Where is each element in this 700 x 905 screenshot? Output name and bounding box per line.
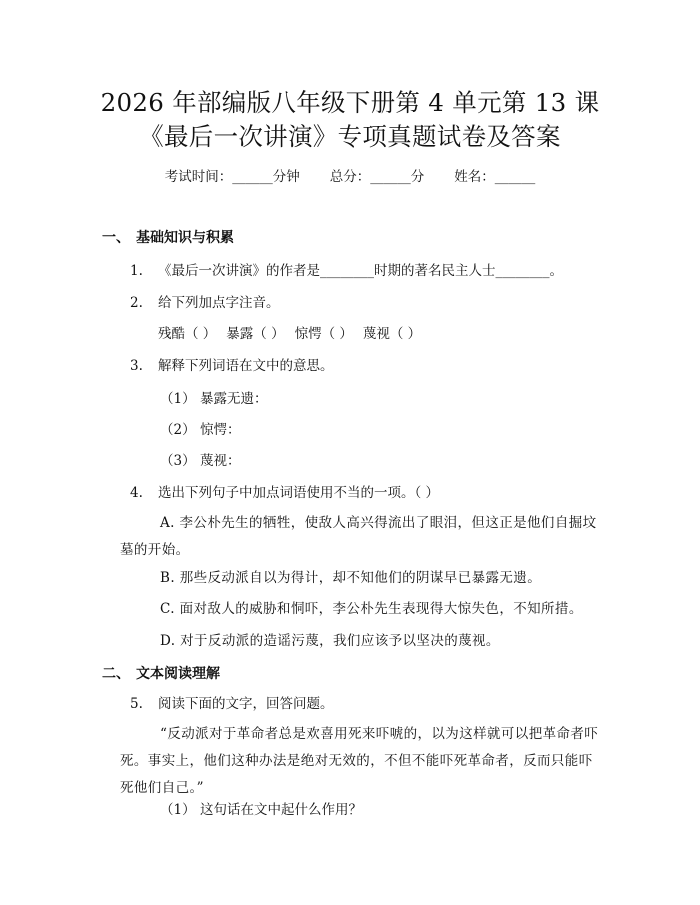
section-title: 文本阅读理解 — [136, 666, 220, 682]
question-3 — [130, 357, 334, 375]
sub-question — [160, 390, 268, 408]
total-score-field: 总分：______分 — [329, 169, 425, 185]
sub-question — [160, 421, 241, 439]
question-number: 2. — [130, 295, 143, 311]
question-number: 1. — [130, 263, 143, 279]
question-4 — [130, 484, 439, 502]
pinyin-item: 暴露（ ） — [226, 326, 285, 342]
section-number: 一、 — [102, 230, 130, 246]
question-number: 3. — [130, 358, 143, 374]
option-a: A. 李公朴先生的牺牲，使敌人高兴得流出了眼泪，但这正是他们自掘坟墓的开始。 — [120, 515, 597, 558]
section-heading-basics — [102, 229, 234, 247]
question-number: 5. — [130, 696, 143, 712]
sub-question-text: 蔑视： — [200, 453, 241, 469]
question-text: 《最后一次讲演》的作者是________时期的著名民主人士________。 — [158, 263, 563, 279]
option-b: B. 那些反动派自以为得计，却不知他们的阴谋早已暴露无遗。 — [160, 570, 542, 586]
question-1 — [130, 262, 563, 280]
reading-passage: “反动派对于革命者总是欢喜用死来吓唬的，以为这样就可以把革命者吓死。事实上，他们这种办法是绝对无效的，不但不能吓死革命者，反而只能吓死他们自己。” — [120, 726, 599, 796]
question-2 — [130, 294, 280, 312]
exam-time-field: 考试时间：______分钟 — [164, 169, 300, 185]
question-number: 4. — [130, 485, 143, 501]
sub-question-text: 暴露无遗： — [200, 391, 268, 407]
pinyin-items — [158, 325, 431, 343]
sub-question — [160, 801, 362, 819]
section-heading-reading — [102, 665, 220, 683]
page-title-line-1: 2026 年部编版八年级下册第 4 单元第 13 课 — [100, 88, 600, 117]
question-text: 给下列加点字注音。 — [158, 295, 280, 311]
sub-question-number: （2） — [160, 422, 196, 438]
sub-question-number: （1） — [160, 802, 196, 818]
question-text: 选出下列句子中加点词语使用不当的一项。（ ） — [158, 485, 440, 501]
question-5 — [130, 695, 334, 713]
pinyin-item: 残酷（ ） — [158, 326, 217, 342]
pinyin-item: 惊愕（ ） — [294, 326, 353, 342]
question-text: 阅读下面的文字，回答问题。 — [158, 696, 334, 712]
sub-question-text: 这句话在文中起什么作用？ — [200, 802, 362, 818]
sub-question-text: 惊愕： — [200, 422, 241, 438]
question-text: 解释下列词语在文中的意思。 — [158, 358, 334, 374]
exam-meta — [0, 168, 700, 186]
sub-question-number: （1） — [160, 391, 196, 407]
sub-question-number: （3） — [160, 453, 196, 469]
student-name-field: 姓名：______ — [454, 169, 536, 185]
option-c: C. 面对敌人的威胁和恫吓，李公朴先生表现得大惊失色，不知所措。 — [160, 601, 583, 617]
page-title-line-2: 《最后一次讲演》专项真题试卷及答案 — [139, 122, 561, 151]
pinyin-item: 蔑视（ ） — [362, 326, 422, 342]
sub-question — [160, 452, 241, 470]
section-number: 二、 — [102, 666, 130, 682]
section-title: 基础知识与积累 — [136, 230, 234, 246]
option-d: D. 对于反动派的造谣污蔑，我们应该予以坚决的蔑视。 — [160, 633, 500, 649]
